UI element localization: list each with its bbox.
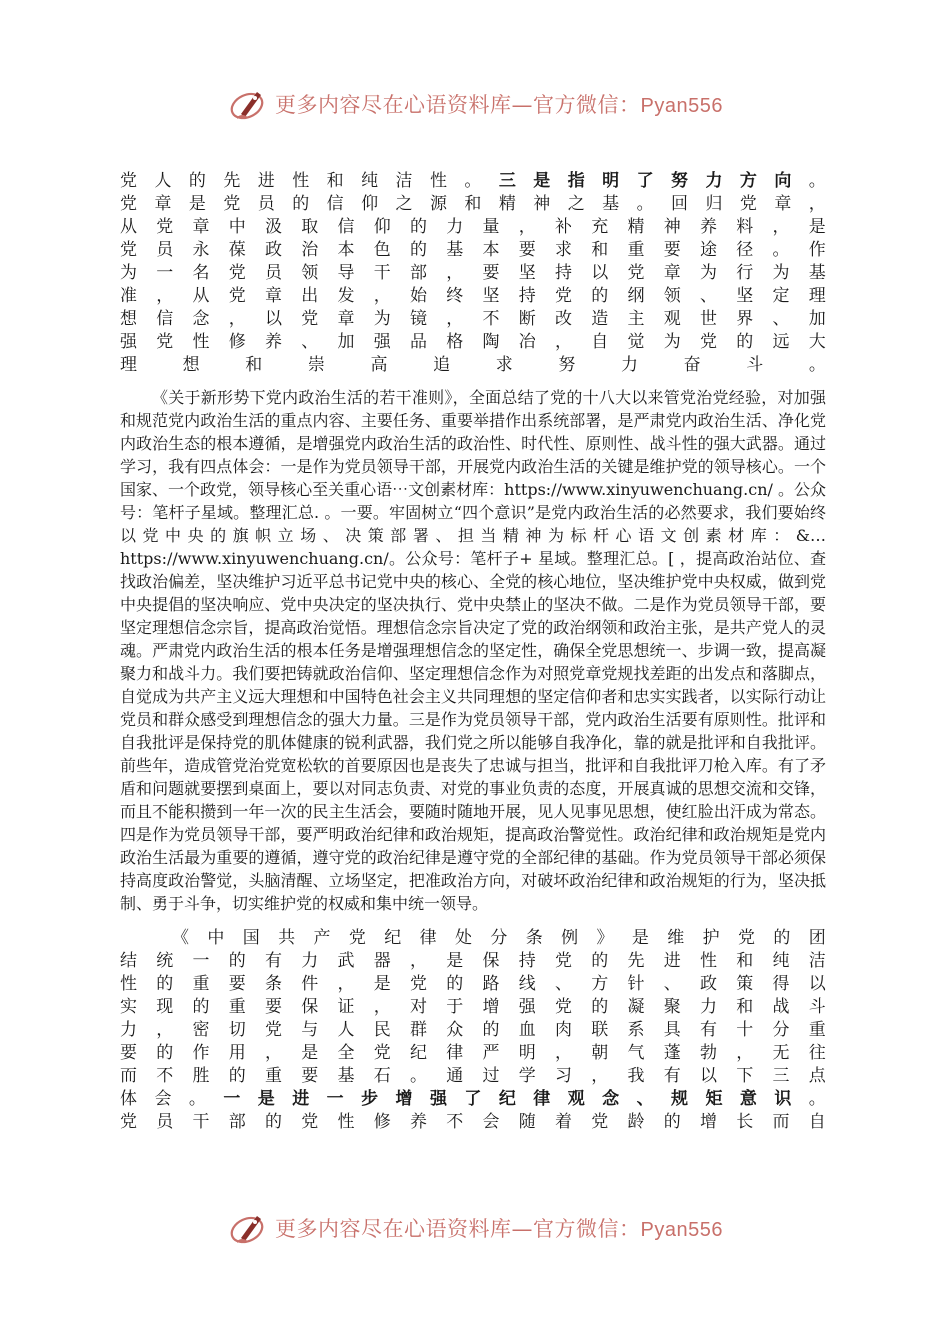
- header-watermark: [0, 84, 950, 124]
- text-line: 准 ， 从 党 章 出 发 ， 始 终 坚 持 党 的 纲 领 、 坚 定 理: [120, 286, 826, 306]
- text-line: 强 党 性 修 养 、 加 强 品 格 陶 冶 ， 自 觉 为 党 的 远 大: [120, 332, 826, 352]
- text-line: 性 的 重 要 条 件 ， 是 党 的 路 线 、 方 针 、 政 策 得 以: [120, 974, 826, 994]
- section-party-charter: [120, 170, 826, 377]
- text-line: 党 章 是 党 员 的 信 仰 之 源 和 精 神 之 基 。 回 归 党 章 ，: [120, 194, 826, 214]
- text-line: 从 党 章 中 汲 取 信 仰 的 力 量 ， 补 充 精 神 养 料 ， 是: [120, 217, 826, 237]
- wechat-id: Pyan556: [640, 95, 723, 117]
- document-body: [120, 170, 826, 1134]
- text-line: 党 员 永 葆 政 治 本 色 的 基 本 要 求 和 重 要 途 径 。 作: [120, 240, 826, 260]
- text-line: 结 统 一 的 有 力 武 器 ， 是 保 持 党 的 先 进 性 和 纯 洁: [120, 951, 826, 971]
- pen-nib-logo-icon: [227, 84, 271, 124]
- text-line: 理 想 和 崇 高 追 求 努 力 奋 斗 。: [120, 355, 826, 375]
- header-watermark-text: 更多内容尽在心语资料库—官方微信：Pyan556: [275, 93, 723, 117]
- text-line: 力 ， 密 切 党 与 人 民 群 众 的 血 肉 联 系 具 有 十 分 重: [120, 1020, 826, 1040]
- text-line: 想 信 念 ， 以 党 章 为 镜 ， 不 断 改 造 主 观 世 界 、 加: [120, 309, 826, 329]
- text-line: 党 员 干 部 的 党 性 修 养 不 会 随 着 党 龄 的 增 长 而 自: [120, 1112, 826, 1132]
- text-line: 体 会 。 一 是 进 一 步 增 强 了 纪 律 观 念 、 规 矩 意 识 。: [120, 1089, 826, 1109]
- text-line: 《 中 国 共 产 党 纪 律 处 分 条 例 》 是 维 护 党 的 团: [172, 928, 826, 948]
- paragraph-political-life: 《关于新形势下党内政治生活的若干准则》，全面总结了党的十八大以来管党治党经验，对加强和规范党内政治生活的重点内容、主要任务、重要举措作出系统部署，是严肃党内政治生活、净化党内政治生态的根本遵循，是增强党内政治生活的政治性、时代性、原则性、战斗性的强大武器。通过学习，我有四点体会：一是作为党员领导干部，开展党内政治生活的关键是维护党的领导核心。一个国家、一个政党，领导核心至关重心语⋯文创素材库：https://www.xinyuwenchuang.cn/ 。公众号：笔杆子星域。整理汇总. 。一要。牢固树立“四个意识”是党内政治生活的必然要求，我们要始终以党中央的旗帜立场、决策部署、担当精神为标杆心语文创素材库：&…https://www.xinyuwenchuang.cn/。公众号：笔杆子+ 星域。整理汇总。[ ，提高政治站位、查找政治偏差，坚决维护习近平总书记党中央的核心、全党的核心地位，坚决维护党中央权威，做到党中央提倡的坚决响应、党中央决定的坚决执行、党中央禁止的坚决不做。二是作为党员领导干部，要坚定理想信念宗旨，提高政治觉悟。理想信念宗旨决定了党的政治纲领和政治主张，是共产党人的灵魂。严肃党内政治生活的根本任务是增强理想信念的坚定性，确保全党思想统一、步调一致，提高凝聚力和战斗力。我们要把铸就政治信仰、坚定理想信念作为对照党章党规找差距的出发点和落脚点，自觉成为共产主义远大理想和中国特色社会主义共同理想的坚定信仰者和忠实实践者，以实际行动让党员和群众感受到理想信念的强大力量。三是作为党员领导干部，党内政治生活要有原则性。批评和自我批评是保持党的肌体健康的锐利武器，我们党之所以能够自我净化，靠的就是批评和自我批评。前些年，造成管党治党宽松软的首要原因也是丧失了忠诚与担当，批评和自我批评刀枪入库。有了矛盾和问题就要摆到桌面上，要以对同志负责、对党的事业负责的态度，开展真诚的思想交流和交锋，而且不能积攒到一年一次的民主生活会，要随时随地开展，见人见事见思想，使红脸出汗成为常态。四是作为党员领导干部，要严明政治纪律和政治规矩，提高政治警觉性。政治纪律和政治规矩是党内政治生活最为重要的遵循，遵守党的政治纪律是遵守党的全部纪律的基础。作为党员领导干部必须保持高度政治警觉，头脑清醒、立场坚定，把准政治方向，对破坏政治纪律和政治规矩的行为，坚决抵制、勇于斗争，切实维护党的权威和集中统一领导。: [120, 388, 826, 913]
- text-line: 实 现 的 重 要 保 证 ， 对 于 增 强 党 的 凝 聚 力 和 战 斗: [120, 997, 826, 1017]
- footer-watermark-text: 更多内容尽在心语资料库—官方微信：Pyan556: [275, 1217, 723, 1241]
- footer-watermark: [0, 1208, 950, 1248]
- pen-nib-logo-icon: [227, 1208, 271, 1248]
- wechat-id: Pyan556: [640, 1219, 723, 1241]
- text-line: 而 不 胜 的 重 要 基 石 。 通 过 学 习 ， 我 有 以 下 三 点: [120, 1066, 826, 1086]
- text-line: 为 一 名 党 员 领 导 干 部 ， 要 坚 持 以 党 章 为 行 为 基: [120, 263, 826, 283]
- text-line: 党 人 的 先 进 性 和 纯 洁 性 。 三 是 指 明 了 努 力 方 向 。: [120, 171, 826, 191]
- text-line: 要 的 作 用 ， 是 全 党 纪 律 严 明 ， 朝 气 蓬 勃 ， 无 往: [120, 1043, 826, 1063]
- section-discipline-regulations: [120, 927, 826, 1134]
